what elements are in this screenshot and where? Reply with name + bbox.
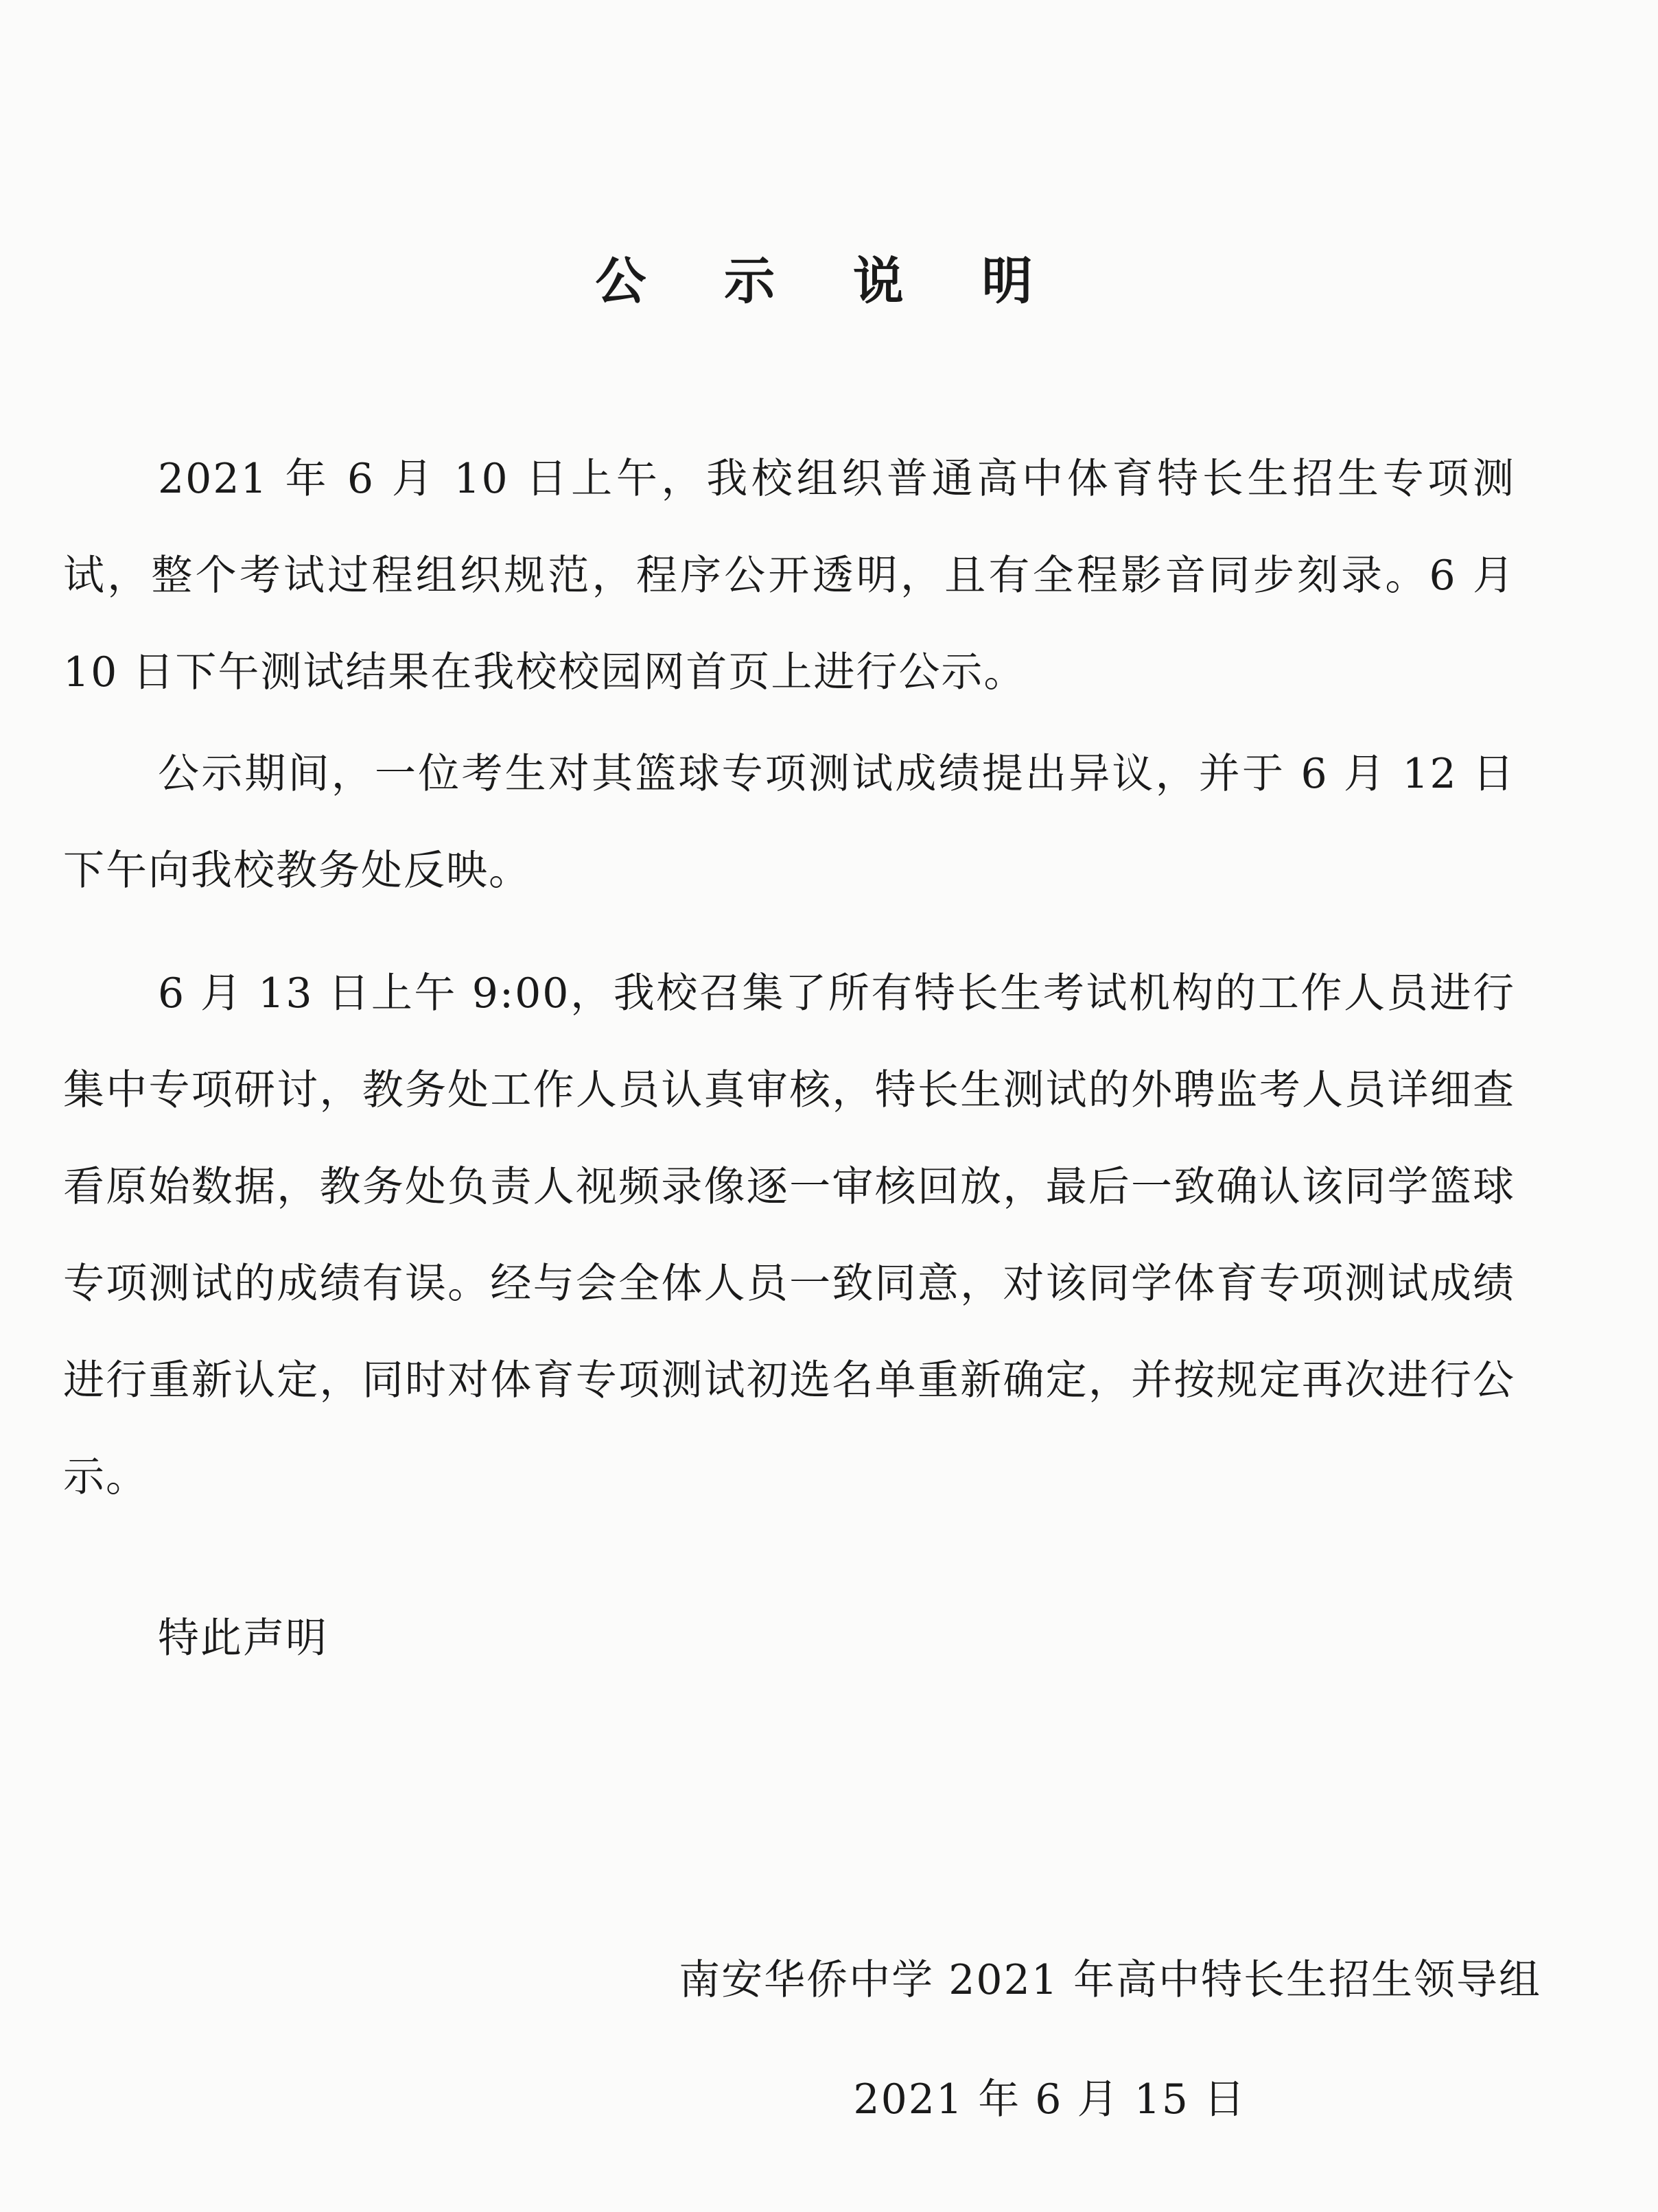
paragraph-3: 6 月 13 日上午 9:00，我校召集了所有特长生考试机构的工作人员进行集中专项研讨，教务处工作人员认真审核，特长生测试的外聘监考人员详细查看原始数据，教务处负责人视频录像逐一审核回放，最后一致确认该同学篮球专项测试的成绩有误。经与会全体人员一致同意，对该同学体育专项测试成绩进行重新认定，同时对体育专项测试初选名单重新确定，并按规定再次进行公示。 (63, 969, 1515, 1501)
signature-organization: 南安华侨中学 2021 年高中特长生招生领导组 (679, 1956, 1541, 2004)
paragraph-1-block (63, 431, 1515, 721)
paragraph-2: 公示期间，一位考生对其篮球专项测试成绩提出异议，并于 6 月 12 日下午向我校教务处反映。 (63, 750, 1515, 895)
paragraph-3-block (63, 945, 1515, 1526)
paragraph-1: 2021 年 6 月 10 日上午，我校组织普通高中体育特长生招生专项测试，整个考试过程组织规范，程序公开透明，且有全程影音同步刻录。6 月 10 日下午测试结果在我校校园网首页上进行公示。 (63, 455, 1515, 696)
closing-statement: 特此声明 (158, 1614, 328, 1662)
signature-date: 2021 年 6 月 15 日 (853, 2075, 1246, 2123)
paragraph-2-block (63, 726, 1515, 919)
closing-statement-block (63, 1590, 1515, 1687)
document-title: 公 示 说 明 (595, 252, 1063, 311)
